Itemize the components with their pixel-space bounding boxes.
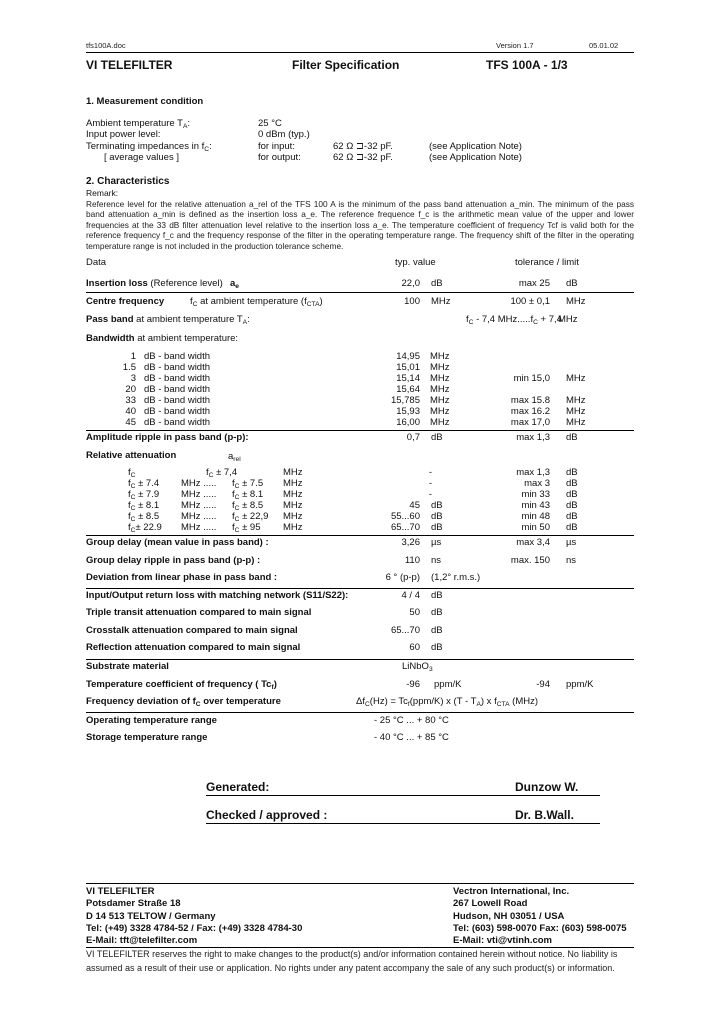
rule	[86, 588, 634, 589]
ambient-temp-value: 25 °C	[258, 118, 282, 129]
insertion-loss-typ-unit: dB	[431, 278, 443, 289]
amplitude-ripple-label: Amplitude ripple in pass band (p-p):	[86, 432, 249, 443]
checked-signature-line	[206, 823, 600, 824]
group-delay-tol-unit: µs	[566, 537, 577, 548]
group-delay-typ: 3,26	[401, 537, 420, 548]
rule	[86, 292, 634, 293]
return-loss-label: Input/Output return loss with matching network (S11/S22):	[86, 590, 349, 601]
bandwidth-tol-unit: MHz	[566, 395, 586, 406]
crosstalk-unit: dB	[431, 625, 443, 636]
rel-att-tol-unit: dB	[566, 511, 578, 522]
rel-att-typ: -	[428, 467, 432, 478]
tcf-typ: -96	[406, 679, 420, 690]
bandwidth-tol: max 15.8	[510, 395, 550, 406]
rel-att-mid: MHz .....	[181, 489, 217, 500]
rel-att-to: $f_C \pm 7,4$	[206, 467, 238, 479]
footer-address-usa	[453, 886, 627, 947]
rel-att-mid: MHz .....	[181, 511, 217, 522]
return-loss-unit: dB	[431, 590, 443, 601]
bandwidth-label: dB - band width	[144, 384, 211, 395]
section-measurement-title: 1. Measurement condition	[86, 96, 204, 107]
phase-deviation-rms: (1,2° r.m.s.)	[431, 572, 481, 583]
file-name: tfs100A.doc	[86, 41, 126, 50]
rel-att-unit: MHz	[283, 522, 303, 533]
rel-att-tol: min 50	[521, 522, 550, 533]
input-power-value: 0 dBm (typ.)	[258, 129, 310, 140]
group-delay-ripple-tol-unit: ns	[566, 555, 577, 566]
tcf-tol-unit: ppm/K	[566, 679, 594, 690]
header-rule	[86, 52, 634, 53]
bandwidth-title: Bandwidth at ambient temperature:	[86, 333, 239, 344]
footer-phone: Tel: (603) 598-0070 Fax: (603) 598-0075	[453, 922, 627, 934]
rel-att-tol-unit: dB	[566, 522, 578, 533]
rel-att-unit: MHz	[283, 478, 303, 489]
average-values-label: [ average values ]	[104, 152, 179, 163]
group-delay-tol: max 3,4	[516, 537, 550, 548]
bandwidth-typ: 15,93	[396, 406, 420, 417]
storage-temp-value: - 40 °C ... + 85 °C	[374, 732, 449, 743]
col-header-tolerance: tolerance / limit	[515, 257, 579, 268]
ambient-temp-label: Ambient temperature $T_A$:	[86, 118, 191, 130]
footer-city: D 14 513 TELTOW / Germany	[86, 910, 216, 922]
rel-att-unit: MHz	[283, 489, 303, 500]
rel-att-typ-unit: dB	[431, 522, 443, 533]
rel-att-from: $f_C\pm 22.9$	[128, 522, 162, 534]
insertion-loss-symbol: $a_e$	[230, 278, 239, 290]
bandwidth-typ: 16,00	[396, 417, 420, 428]
rel-att-typ: 65...70	[390, 522, 420, 533]
rel-att-mid: MHz .....	[181, 478, 217, 489]
bandwidth-label: dB - band width	[144, 406, 211, 417]
rule	[86, 430, 634, 431]
bandwidth-db: 33	[125, 395, 136, 406]
operating-temp-label: Operating temperature range	[86, 715, 217, 726]
insertion-loss-tol-unit: dB	[566, 278, 578, 289]
group-delay-ripple-unit: ns	[431, 555, 442, 566]
rel-att-mid: MHz .....	[181, 500, 217, 511]
footer-city: Hudson, NH 03051 / USA	[453, 910, 565, 922]
bandwidth-typ: 15,64	[396, 384, 420, 395]
footer-address-germany	[86, 886, 302, 947]
triple-transit-unit: dB	[431, 607, 443, 618]
impedance-input-label: for input:	[258, 141, 295, 152]
generated-label: Generated:	[206, 780, 270, 794]
relative-attenuation-symbol: $a_{rel}$	[228, 451, 241, 463]
footer-rule	[86, 883, 634, 884]
bandwidth-db: 3	[130, 373, 136, 384]
bandwidth-unit: MHz	[430, 351, 450, 362]
col-header-typ: typ. value	[395, 257, 436, 268]
crosstalk-typ: 65...70	[390, 625, 420, 636]
rel-att-tol: min 43	[521, 500, 550, 511]
rel-att-unit: MHz	[283, 511, 303, 522]
rel-att-mid: MHz .....	[181, 522, 217, 533]
rule	[86, 535, 634, 536]
amplitude-ripple-typ: 0,7	[406, 432, 420, 443]
impedance-input-value: 62 Ω ⊐-32 pF.	[333, 141, 393, 152]
rel-att-tol: min 33	[521, 489, 550, 500]
date: 05.01.02	[589, 41, 619, 50]
rel-att-typ: -	[428, 478, 432, 489]
section-characteristics-title: 2. Characteristics	[86, 176, 170, 187]
bandwidth-label: dB - band width	[144, 373, 211, 384]
rel-att-typ-unit: dB	[431, 500, 443, 511]
pass-band-range: $f_C - 7,4$ $MHz.....f_C + 7,4$	[466, 314, 562, 326]
centre-frequency-typ: 100	[404, 296, 420, 307]
bandwidth-label: dB - band width	[144, 417, 211, 428]
insertion-loss-label: Insertion loss (Reference level)	[86, 278, 223, 289]
bandwidth-typ: 15,785	[390, 395, 420, 406]
generated-name: Dunzow W.	[515, 780, 579, 794]
rel-att-tol-unit: dB	[566, 467, 578, 478]
triple-transit-typ: 50	[409, 607, 420, 618]
insertion-loss-typ: 22,0	[401, 278, 420, 289]
amplitude-ripple-tol-unit: dB	[566, 432, 578, 443]
rel-att-to: $f_C \pm 22,9$	[232, 511, 269, 523]
footer-company: VI TELEFILTER	[86, 886, 155, 897]
rel-att-tol: max 3	[524, 478, 550, 489]
doc-title: Filter Specification	[292, 58, 400, 72]
freq-deviation-formula: $\Delta f_C(Hz) = Tc_f(ppm/K)$ x $(T - T_A)$ x $f_{CTA}$ (MHz)	[356, 696, 539, 708]
reflection-unit: dB	[431, 642, 443, 653]
bandwidth-unit: MHz	[430, 362, 450, 373]
bandwidth-tol: max 16.2	[510, 406, 550, 417]
substrate-value: LiNbO$_3$	[402, 661, 433, 673]
phase-deviation-typ: 6 ° (p-p)	[385, 572, 420, 583]
bandwidth-tol: min 15,0	[513, 373, 550, 384]
disclaimer: VI TELEFILTER reserves the right to make changes to the product(s) and/or information contained herein without notice. No liability is assumed as a result of their use or application. No rights under any patent accompany the sale of any such product(s) or information.	[86, 949, 618, 973]
centre-frequency-tol: 100 ± 0,1	[510, 296, 550, 307]
tcf-tol: -94	[536, 679, 550, 690]
remark-paragraph: Reference level for the relative attenuation a_rel of the TFS 100 A is the minimum of the pass band attenuation a_min. The minimum of the pass band attenuation a_min is defined as the insertion loss a_e. The reference frequence f_c is the arithmetic mean value of the upper and lower frequencies at the 33 dB filter attenuation level relative to the insertion loss a_e. The temperature coefficient of frequency Tcf is valid both for the reference frequency f_c and the frequency response of the filter in the operating temperature range. The frequency shift of the filter in the operating temperature range is not included in the production tolerance scheme.	[86, 199, 634, 251]
bandwidth-typ: 15,14	[396, 373, 420, 384]
bandwidth-tol: max 17,0	[510, 417, 550, 428]
pass-band-unit: MHz	[558, 314, 578, 325]
rel-att-to: $f_C \pm 7.5$	[232, 478, 264, 490]
rel-att-from: $f_C \pm 8.5$	[128, 511, 160, 523]
impedance-output-label: for output:	[258, 152, 301, 163]
bandwidth-unit: MHz	[430, 417, 450, 428]
crosstalk-label: Crosstalk attenuation compared to main signal	[86, 625, 298, 636]
footer-email[interactable]: E-Mail: tft@telefilter.com	[86, 935, 198, 947]
rel-att-typ: 45	[409, 500, 420, 511]
rel-att-to: $f_C \pm 8.5$	[232, 500, 264, 512]
rel-att-typ-unit: dB	[431, 511, 443, 522]
amplitude-ripple-unit: dB	[431, 432, 443, 443]
bandwidth-unit: MHz	[430, 395, 450, 406]
centre-frequency-label: Centre frequency	[86, 296, 165, 307]
bandwidth-db: 1	[130, 351, 136, 362]
group-delay-ripple-label: Group delay ripple in pass band (p-p) :	[86, 555, 261, 566]
bandwidth-db: 40	[125, 406, 136, 417]
reflection-label: Reflection attenuation compared to main signal	[86, 642, 301, 653]
substrate-label: Substrate material	[86, 661, 169, 672]
bandwidth-tol-unit: MHz	[566, 406, 586, 417]
phase-deviation-label: Deviation from linear phase in pass band :	[86, 572, 278, 583]
checked-name: Dr. B.Wall.	[515, 808, 574, 822]
reflection-typ: 60	[409, 642, 420, 653]
pass-band-label: Pass band at ambient temperature $T_A$:	[86, 314, 250, 326]
rel-att-tol-unit: dB	[566, 478, 578, 489]
generated-signature-line	[206, 795, 600, 796]
rel-att-typ: 55...60	[390, 511, 420, 522]
terminating-impedance-label: Terminating impedances in $f_C$:	[86, 141, 212, 153]
rel-att-from: $f_C \pm 7.4$	[128, 478, 160, 490]
rel-att-typ: -	[428, 489, 432, 500]
bandwidth-typ: 15,01	[396, 362, 420, 373]
bandwidth-unit: MHz	[430, 406, 450, 417]
input-power-label: Input power level:	[86, 129, 161, 140]
rule	[86, 659, 634, 660]
centre-frequency-desc: $f_C$ at ambient temperature $(f_{CTA})$	[190, 296, 323, 308]
rel-att-unit: MHz	[283, 467, 303, 478]
storage-temp-label: Storage temperature range	[86, 732, 208, 743]
freq-deviation-label: Frequency deviation of $f_C$ over temperature	[86, 696, 281, 708]
bandwidth-label: dB - band width	[144, 395, 211, 406]
rel-att-tol: min 48	[521, 511, 550, 522]
remark-label: Remark:	[86, 188, 119, 198]
amplitude-ripple-tol: max 1,3	[516, 432, 550, 443]
version: Version 1.7	[496, 41, 534, 50]
bandwidth-tol-unit: MHz	[566, 373, 586, 384]
col-header-data: Data	[86, 257, 107, 268]
rel-att-tol-unit: dB	[566, 489, 578, 500]
rel-att-to: $f_C \pm 8.1$	[232, 489, 264, 501]
group-delay-ripple-typ: 110	[404, 555, 420, 566]
bandwidth-db: 1.5	[122, 362, 136, 373]
bandwidth-tol-unit: MHz	[566, 417, 586, 428]
bandwidth-label: dB - band width	[144, 351, 211, 362]
bandwidth-unit: MHz	[430, 384, 450, 395]
bandwidth-label: dB - band width	[144, 362, 211, 373]
bandwidth-db: 45	[125, 417, 136, 428]
bandwidth-db: 20	[125, 384, 136, 395]
group-delay-ripple-tol: max. 150	[510, 555, 550, 566]
footer-phone: Tel: (+49) 3328 4784-52 / Fax: (+49) 3328 4784-30	[86, 922, 303, 934]
rel-att-from: $f_C$	[128, 467, 136, 479]
return-loss-typ: 4 / 4	[401, 590, 420, 601]
rel-att-unit: MHz	[283, 500, 303, 511]
group-delay-label: Group delay (mean value in pass band) :	[86, 537, 269, 548]
impedance-output-note: (see Application Note)	[429, 152, 522, 163]
footer-email[interactable]: E-Mail: vti@vtinh.com	[453, 935, 552, 947]
rel-att-from: $f_C \pm 8.1$	[128, 500, 160, 512]
insertion-loss-tol: max 25	[518, 278, 550, 289]
impedance-output-value: 62 Ω ⊐-32 pF.	[333, 152, 393, 163]
rel-att-tol: max 1,3	[516, 467, 550, 478]
company-name: VI TELEFILTER	[86, 58, 173, 72]
centre-frequency-tol-unit: MHz	[566, 296, 586, 307]
operating-temp-value: - 25 °C ... + 80 °C	[374, 715, 449, 726]
part-number: TFS 100A - 1/3	[486, 58, 568, 72]
rel-att-tol-unit: dB	[566, 500, 578, 511]
centre-frequency-typ-unit: MHz	[431, 296, 451, 307]
group-delay-unit: µs	[431, 537, 442, 548]
footer-street: Potsdamer Straße 18	[86, 898, 181, 910]
footer-company: Vectron International, Inc.	[453, 886, 570, 897]
rel-att-from: $f_C \pm 7.9$	[128, 489, 160, 501]
rel-att-to: $f_C \pm 95$	[232, 522, 261, 534]
tcf-label: Temperature coefficient of frequency ( $Tc_f$)	[86, 679, 277, 691]
footer-street: 267 Lowell Road	[453, 898, 528, 910]
triple-transit-label: Triple transit attenuation compared to main signal	[86, 607, 312, 618]
bandwidth-typ: 14,95	[396, 351, 420, 362]
tcf-unit: ppm/K	[434, 679, 462, 690]
checked-label: Checked / approved :	[206, 808, 328, 822]
impedance-input-note: (see Application Note)	[429, 141, 522, 152]
relative-attenuation-title: Relative attenuation	[86, 450, 177, 461]
rule	[86, 712, 634, 713]
bandwidth-unit: MHz	[430, 373, 450, 384]
